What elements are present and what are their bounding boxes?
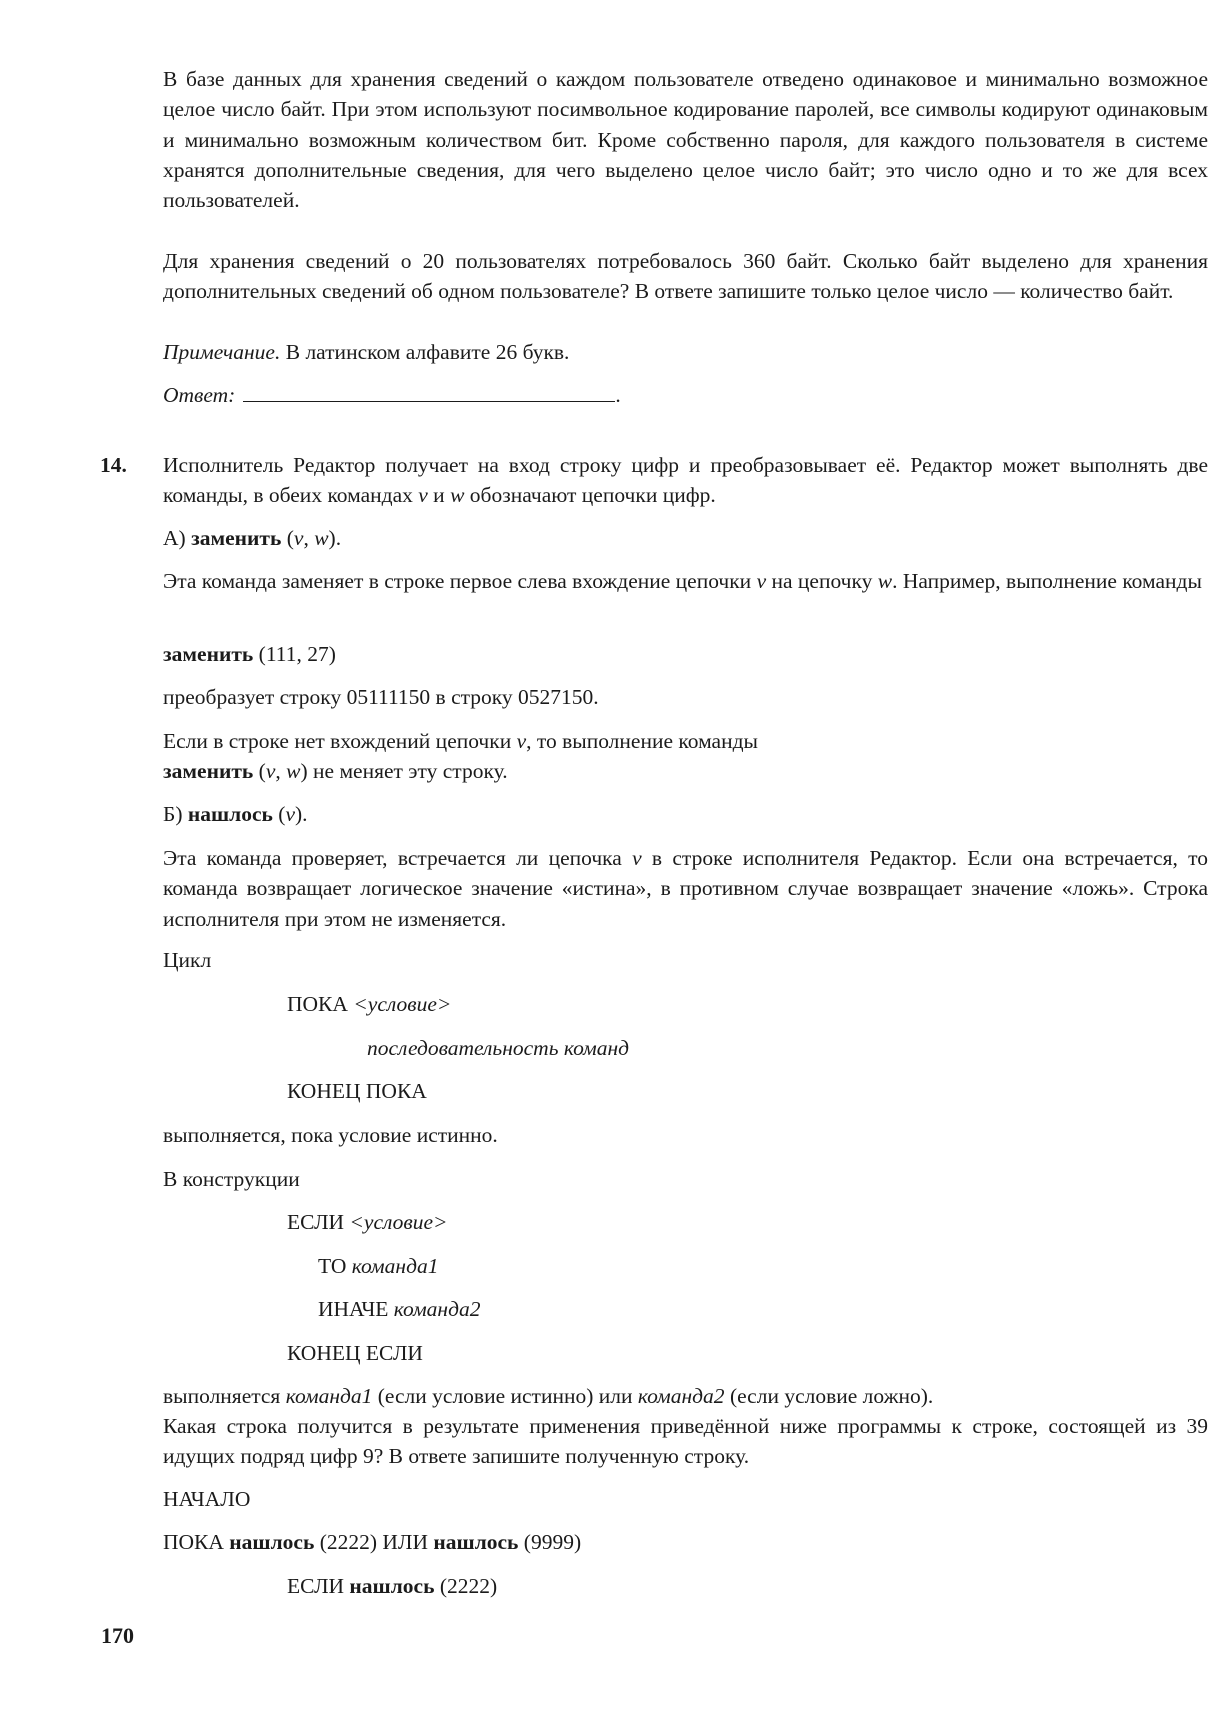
then-line [318, 1251, 1118, 1281]
note [163, 337, 1208, 367]
program-if-kw: ЕСЛИ [287, 1574, 350, 1598]
intro-question: Для хранения сведений о 20 пользователях потребовалось 360 байт. Сколько байт выделено для хранения дополнительных сведений об одном пользователе? В ответе запишите только целое число — количество байт. [163, 249, 1208, 304]
replace-desc-a: Эта команда заменяет в строке первое слева вхождение цепочки [163, 569, 757, 593]
replace-desc-b: на цепочку [766, 569, 878, 593]
no-match-c: ( [253, 759, 266, 783]
program-found2-kw: нашлось [433, 1530, 519, 1554]
task-number: 14. [100, 453, 127, 477]
task14-intro-and: и [427, 483, 451, 508]
var-w: w [450, 483, 465, 508]
else-command: команда2 [393, 1297, 481, 1321]
task14-question: Какая строка получится в результате применения приведённой ниже программы к строке, состоящей из 39 идущих подряд цифр 9? В ответе запишите полученную строку. [163, 1414, 1208, 1469]
answer-end: . [615, 383, 621, 407]
no-match-v: v [516, 729, 527, 753]
if-desc-cmd1: команда1 [285, 1384, 373, 1408]
command-b-v: v [285, 802, 295, 826]
no-match-comma: , [275, 759, 287, 783]
command-b-close: ). [295, 802, 308, 826]
answer-label: Ответ: [163, 383, 236, 407]
found-desc-b: в строке исполнителя Редактор. Если она встречается, то команда возвращает логическое значение «истина», в противном случае возвращает значение «ложь». Строка исполнителя при этом не изменяется. [163, 846, 1209, 931]
if-desc-c: (если условие ложно). [724, 1384, 934, 1408]
if-desc-a: выполняется [163, 1384, 286, 1408]
no-match-line1 [163, 726, 1208, 756]
answer-field[interactable] [243, 381, 615, 402]
if-end: КОНЕЦ ЕСЛИ [287, 1341, 423, 1365]
program-while [163, 1527, 1208, 1557]
if-desc-cmd2: команда2 [637, 1384, 725, 1408]
command-a-close: ). [328, 526, 342, 550]
example-keyword: заменить [163, 642, 254, 666]
if-desc-b: (если условие истинно) или [372, 1384, 638, 1408]
loop-description: выполняется, пока условие истинно. [163, 1123, 498, 1147]
found-desc-a: Эта команда проверяет, встречается ли цепочка [163, 846, 633, 870]
else-kw: ИНАЧЕ [318, 1297, 394, 1321]
no-match-w: w [286, 759, 301, 783]
replace-desc-c: . Например, выполнение команды [892, 569, 1202, 593]
note-label: Примечание. [163, 340, 281, 364]
answer-row [163, 380, 1208, 410]
task14-intro-text-a: Исполнитель Редактор получает на вход строку цифр и преобразовывает её. Редактор может выполнять две команды, в обеих командах [163, 453, 1208, 508]
intro-paragraph: В базе данных для хранения сведений о каждом пользователе отведено одинаковое и минимально возможное целое число байт. При этом используют посимвольное кодирование паролей, все символы кодируют одинаковым и минимально возможным количеством бит. Кроме собственно пароля, для каждого пользователя в системе хранятся дополнительные сведения, для чего выделено целое число байт; это число одно и то же для всех пользователей. [163, 67, 1208, 213]
command-b-keyword: нашлось [187, 802, 273, 826]
task14-intro [163, 450, 1208, 511]
if-label: В конструкции [163, 1167, 300, 1191]
command-a-w: w [314, 526, 329, 550]
command-a-heading [163, 523, 1208, 553]
replace-desc-v: v [756, 569, 767, 593]
program-if-arg: (2222) [434, 1574, 498, 1598]
program-found1-arg: (2222) ИЛИ [314, 1530, 434, 1554]
var-v: v [418, 483, 428, 508]
command-a-prefix: А) [163, 526, 192, 550]
command-b-prefix: Б) [163, 802, 188, 826]
then-command: команда1 [351, 1254, 439, 1278]
if-description [163, 1381, 1208, 1411]
replace-description [163, 566, 1208, 596]
no-match-a: Если в строке нет вхождений цепочки [163, 729, 517, 753]
if-condition: <условие> [349, 1210, 448, 1234]
no-match-d: ) не меняет эту строку. [300, 759, 508, 783]
loop-body: последовательность команд [367, 1036, 630, 1060]
then-kw: ТО [318, 1254, 352, 1278]
example-result: преобразует строку 05111150 в строку 0527150. [163, 685, 599, 709]
loop-while [287, 989, 1087, 1019]
command-b-heading [163, 799, 1208, 829]
program-found1-kw: нашлось [229, 1530, 315, 1554]
command-a-v: v [293, 526, 304, 550]
program-begin: НАЧАЛО [163, 1487, 251, 1511]
if-line [287, 1207, 1087, 1237]
example-command [163, 639, 1208, 669]
loop-label: Цикл [163, 948, 212, 972]
no-match-v2: v [265, 759, 276, 783]
page-number: 170 [101, 1623, 134, 1648]
if-kw: ЕСЛИ [287, 1210, 350, 1234]
program-if-found-kw: нашлось [349, 1574, 435, 1598]
loop-end: КОНЕЦ ПОКА [287, 1079, 427, 1103]
loop-condition: <условие> [353, 992, 452, 1016]
command-a-open: ( [281, 526, 294, 550]
loop-while-kw: ПОКА [287, 992, 354, 1016]
replace-desc-w: w [877, 569, 893, 593]
program-if [287, 1571, 1087, 1601]
no-match-line2 [163, 756, 1208, 786]
command-a-keyword: заменить [191, 526, 282, 550]
task14-intro-text-b: обозначают цепочки цифр. [464, 483, 716, 508]
note-text: В латинском алфавите 26 букв. [280, 340, 570, 364]
no-match-keyword: заменить [163, 759, 254, 783]
found-description [163, 843, 1208, 934]
command-a-comma: , [303, 526, 315, 550]
program-while-kw: ПОКА [163, 1530, 230, 1554]
example-args: (111, 27) [253, 642, 336, 666]
no-match-b: , то выполнение команды [526, 729, 758, 753]
program-found2-arg: (9999) [518, 1530, 582, 1554]
command-b-open: ( [272, 802, 286, 826]
found-desc-v: v [632, 846, 642, 870]
else-line [318, 1294, 1118, 1324]
